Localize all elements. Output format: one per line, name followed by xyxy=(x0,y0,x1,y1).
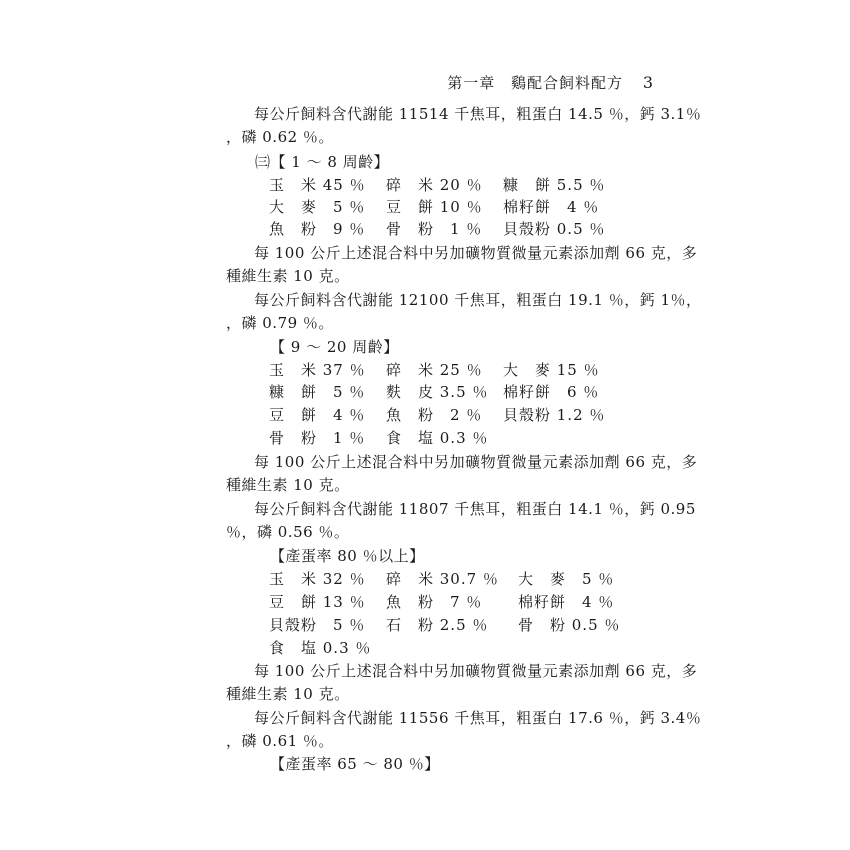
ingredient-cell: 骨 粉 0.5 ％ xyxy=(518,616,621,634)
additive-line: 種維生素 10 克。 xyxy=(226,685,350,703)
ingredient-cell: 糠 餅 5.5 ％ xyxy=(503,176,606,194)
additive-line: 每 100 公斤上述混合料中另加礦物質微量元素添加劑 66 克，多 xyxy=(254,662,698,680)
ingredient-cell: 棉籽餅 4 ％ xyxy=(503,198,600,216)
ingredient-cell: 貝殼粉 1.2 ％ xyxy=(503,406,606,424)
ingredient-cell: 棉籽餅 4 ％ xyxy=(518,593,615,611)
section-heading: 【產蛋率 65 ～ 80 ％】 xyxy=(270,755,440,773)
ingredient-cell: 石 粉 2.5 ％ xyxy=(386,616,489,634)
ingredient-cell: 食 塩 0.3 ％ xyxy=(269,639,372,657)
ingredient-cell: 骨 粉 1 ％ xyxy=(386,220,483,238)
ingredient-cell: 碎 米 30.7 ％ xyxy=(386,570,499,588)
ingredient-cell: 貝殼粉 0.5 ％ xyxy=(503,220,606,238)
ingredient-cell: 玉 米 37 ％ xyxy=(269,361,366,379)
ingredient-cell: 碎 米 25 ％ xyxy=(386,361,483,379)
additive-line: 種維生素 10 克。 xyxy=(226,476,350,494)
ingredient-cell: 棉籽餅 6 ％ xyxy=(503,383,600,401)
energy-line: 每公斤飼料含代謝能 11807 千焦耳，粗蛋白 14.1 ％，鈣 0.95 xyxy=(254,500,696,518)
ingredient-cell: 大 麥 5 ％ xyxy=(269,198,366,216)
section-heading: 【產蛋率 80 ％以上】 xyxy=(270,547,425,565)
ingredient-cell: 大 麥 5 ％ xyxy=(518,570,615,588)
energy-line: 每公斤飼料含代謝能 12100 千焦耳，粗蛋白 19.1 ％，鈣 1％， xyxy=(254,291,702,309)
ingredient-cell: 魚 粉 7 ％ xyxy=(386,593,483,611)
section-heading: 【 9 ～ 20 周齡】 xyxy=(270,338,399,356)
ingredient-cell: 玉 米 45 ％ xyxy=(269,176,366,194)
ingredient-cell: 碎 米 20 ％ xyxy=(386,176,483,194)
ingredient-cell: 麩 皮 3.5 ％ xyxy=(386,383,489,401)
chapter-title: 鷄配合飼料配方 xyxy=(511,74,624,92)
ingredient-cell: 豆 餅 4 ％ xyxy=(269,406,366,424)
ingredient-cell: 魚 粉 2 ％ xyxy=(386,406,483,424)
ingredient-cell: 魚 粉 9 ％ xyxy=(269,220,366,238)
energy-line: ％，磷 0.56 ％。 xyxy=(226,523,350,541)
energy-line: ，磷 0.79 ％。 xyxy=(226,314,334,332)
ingredient-cell: 貝殼粉 5 ％ xyxy=(269,616,366,634)
additive-line: 每 100 公斤上述混合料中另加礦物質微量元素添加劑 66 克，多 xyxy=(254,453,698,471)
ingredient-cell: 糠 餅 5 ％ xyxy=(269,383,366,401)
energy-line: ，磷 0.61 ％。 xyxy=(226,732,334,750)
additive-line: 種維生素 10 克。 xyxy=(226,267,350,285)
energy-line: 每公斤飼料含代謝能 11556 千焦耳，粗蛋白 17.6 ％，鈣 3.4％ xyxy=(254,709,702,727)
ingredient-cell: 豆 餅 13 ％ xyxy=(269,593,366,611)
additive-line: 每 100 公斤上述混合料中另加礦物質微量元素添加劑 66 克，多 xyxy=(254,244,698,262)
running-header xyxy=(447,72,654,93)
ingredient-cell: 豆 餅 10 ％ xyxy=(386,198,483,216)
chapter-label: 第一章 xyxy=(447,74,496,92)
energy-line: ，磷 0.62 ％。 xyxy=(226,128,334,146)
section-heading: ㈢【 1 ～ 8 周齡】 xyxy=(255,153,390,171)
page-number: 3 xyxy=(642,73,654,92)
energy-line: 每公斤飼料含代謝能 11514 千焦耳，粗蛋白 14.5 ％，鈣 3.1％ xyxy=(254,105,702,123)
ingredient-cell: 大 麥 15 ％ xyxy=(503,361,600,379)
ingredient-cell: 食 塩 0.3 ％ xyxy=(386,429,489,447)
ingredient-cell: 骨 粉 1 ％ xyxy=(269,429,366,447)
ingredient-cell: 玉 米 32 ％ xyxy=(269,570,366,588)
